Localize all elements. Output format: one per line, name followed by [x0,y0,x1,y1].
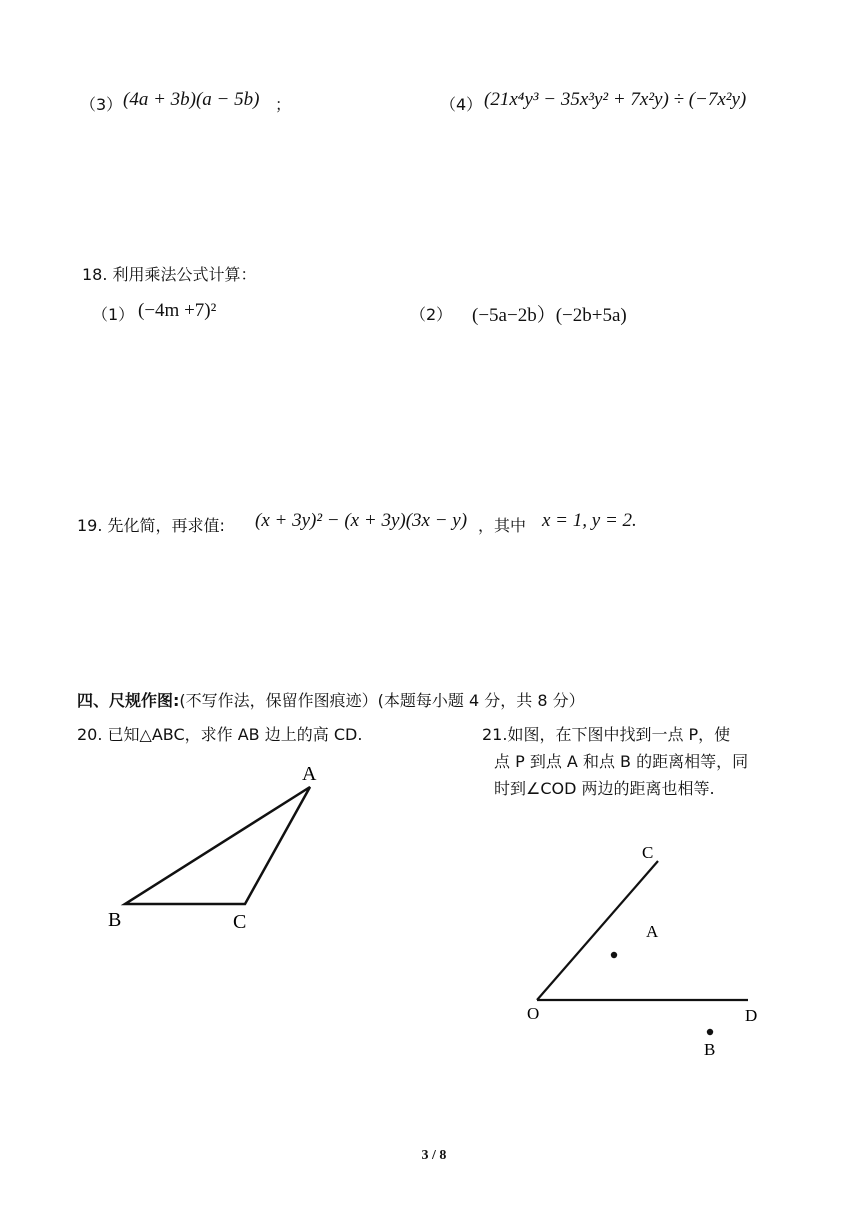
triangle-abc [125,787,310,904]
q17-part4-label: （4） [440,95,483,114]
label-origin-o: O [527,1004,540,1023]
q18-part2-label: （2） [410,305,453,324]
q21-line3: 时到∠COD 两边的距离也相等. [494,779,715,798]
q17-part3-tail: ； [275,95,292,114]
ray-oc [537,861,658,1000]
q19-mid-text: ，其中 [478,516,527,535]
q18-title: 18. 利用乘法公式计算： [82,265,257,284]
point-a [611,952,617,958]
triangle-abc-figure [108,763,317,933]
q20-text: 20. 已知△ABC，求作 AB 边上的高 CD. [77,725,363,744]
q17-part4-expression: (21x⁴y³ − 35x³y² + 7x²y) ÷ (−7x²y) [484,89,747,110]
label-point-b: B [704,1040,716,1059]
q19-condition: x = 1, y = 2. [542,510,637,531]
q21-line2: 点 P 到点 A 和点 B 的距离相等，同 [494,752,749,771]
q18-part1-label: （1） [92,305,135,324]
q17-part3-expression: (4a + 3b)(a − 5b) [123,89,260,110]
label-vertex-c: C [233,911,247,933]
label-ray-c: C [642,843,654,862]
q18-part1-expression: (−4m +7)² [138,300,217,321]
label-point-a: A [646,922,659,941]
label-vertex-a: A [302,763,317,785]
page-number: 3 / 8 [421,1148,447,1163]
section4-note: (不写作法，保留作图痕迹）(本题每小题 4 分，共 8 分） [179,691,585,710]
angle-cod-figure [527,843,757,1059]
section4-heading: 四、尺规作图: [77,691,180,710]
q17-part3-label: （3） [80,95,123,114]
q19-prefix: 19. 先化简，再求值: [77,516,225,535]
point-b [707,1029,713,1035]
label-vertex-b: B [108,909,122,931]
q19-expression: (x + 3y)² − (x + 3y)(3x − y) [255,510,468,531]
label-ray-d: D [745,1006,758,1025]
q21-line1: 21.如图，在下图中找到一点 P，使 [482,725,731,744]
q18-part2-expression: (−5a−2b）(−2b+5a) [472,305,627,326]
